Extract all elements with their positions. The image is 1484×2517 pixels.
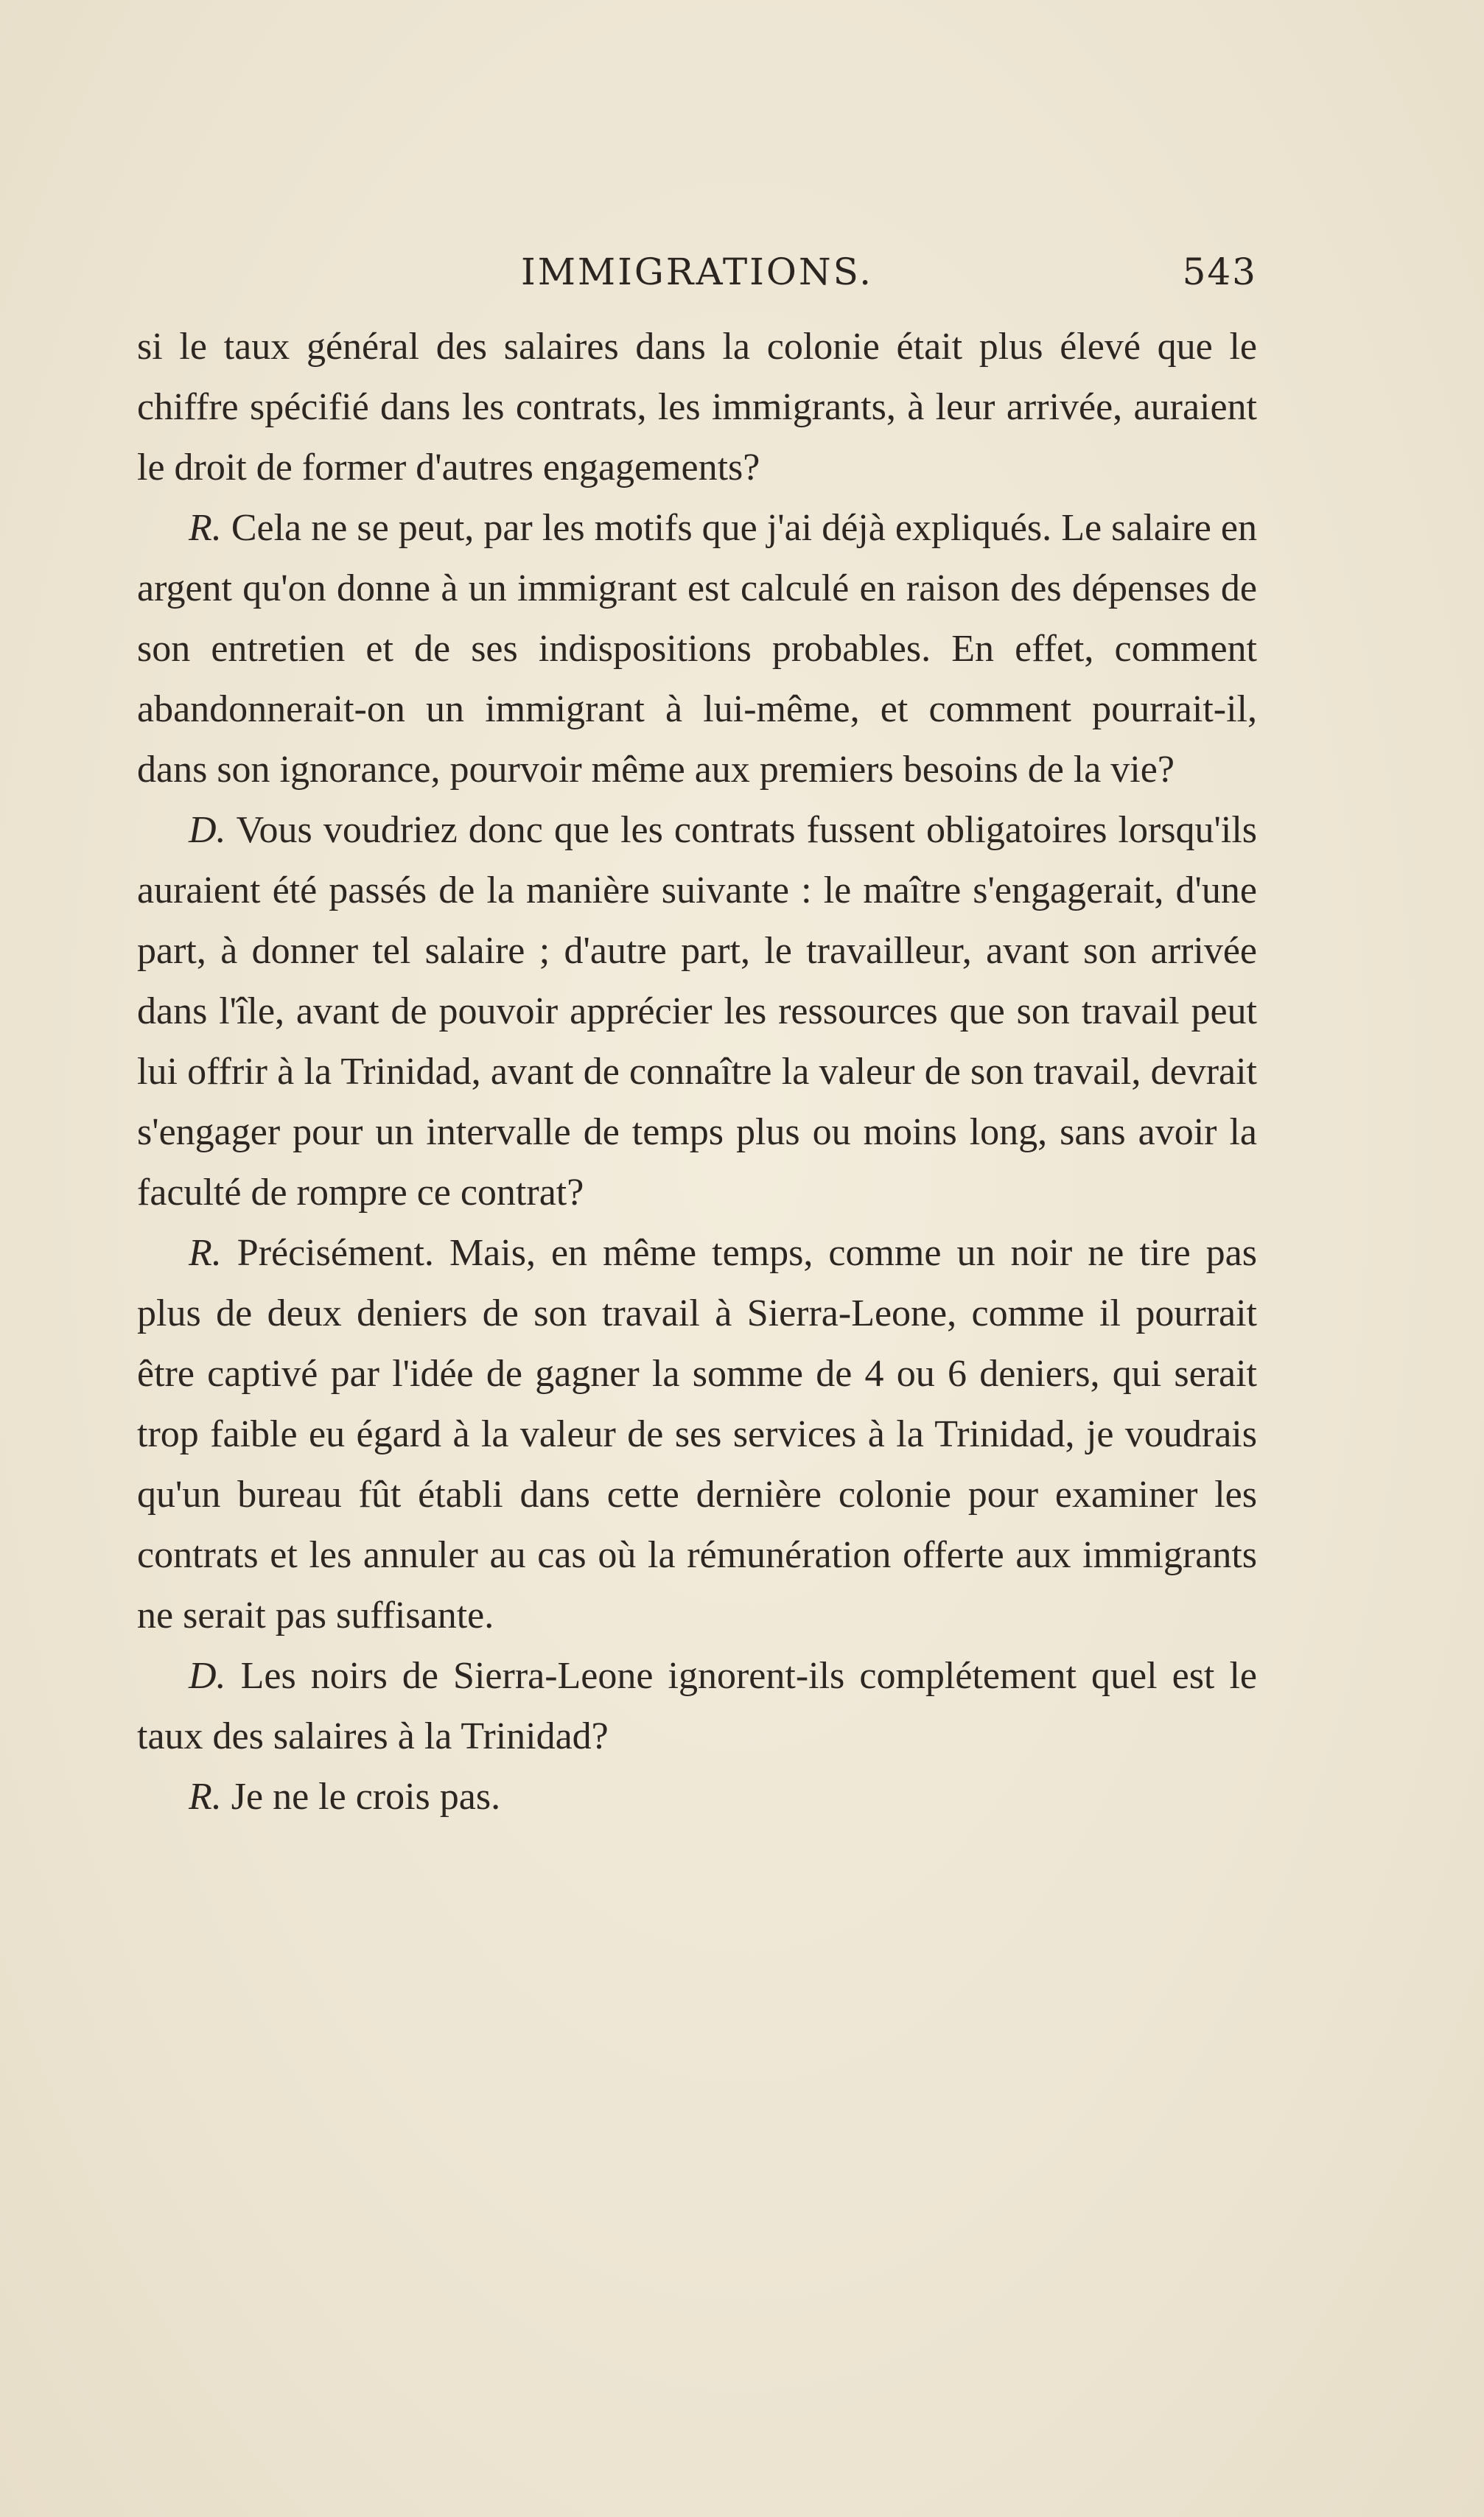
speaker-label: D. bbox=[189, 809, 226, 851]
paragraph-reponse bbox=[137, 1767, 1257, 1827]
paragraph-text: si le taux général des salaires dans la colonie était plus élevé que le chiffre spécifié dans les contrats, les immigrants, à leur arrivée, auraient le droit de former d'autres engagements? bbox=[137, 326, 1257, 489]
paragraph-continuation bbox=[137, 317, 1257, 498]
speaker-label: R. bbox=[189, 1232, 222, 1274]
speaker-label: R. bbox=[189, 507, 222, 549]
paragraph-demande bbox=[137, 800, 1257, 1223]
paragraph-demande bbox=[137, 1646, 1257, 1767]
speaker-label: D. bbox=[189, 1655, 226, 1697]
paragraph-reponse bbox=[137, 498, 1257, 800]
paragraph-text: Les noirs de Sierra-Leone ignorent-ils complétement quel est le taux des salaires à la Trinidad? bbox=[137, 1655, 1257, 1757]
speaker-label: R. bbox=[189, 1776, 222, 1818]
running-title: IMMIGRATIONS. bbox=[520, 251, 874, 293]
paragraph-text: Cela ne se peut, par les motifs que j'ai déjà expliqués. Le salaire en argent qu'on donne à un immigrant est calculé en raison des dépenses de son entretien et de ses indispositions probables. En effet, comment abandonnerait-on un immigrant à lui-même, et comment pourrait-il, dans son ignorance, pourvoir même aux premiers besoins de la vie? bbox=[137, 507, 1257, 791]
page-header bbox=[137, 251, 1257, 309]
paragraph-text: Vous voudriez donc que les contrats fussent obligatoires lorsqu'ils auraient été passés de la manière suivante : le maître s'engagerait, d'une part, à donner tel salaire ; d'autre part, le travailleur, avant son arrivée dans l'île, avant de pouvoir apprécier les ressources que son travail peut lui offrir à la Trinidad, avant de connaître la valeur de son travail, devrait s'engager pour un intervalle de temps plus ou moins long, sans avoir la faculté de rompre ce contrat? bbox=[137, 809, 1257, 1214]
paragraph-reponse bbox=[137, 1223, 1257, 1646]
page-number: 543 bbox=[1182, 251, 1257, 293]
body-text bbox=[137, 317, 1257, 1827]
paragraph-text: Je ne le crois pas. bbox=[221, 1776, 501, 1818]
paragraph-text: Précisément. Mais, en même temps, comme un noir ne tire pas plus de deux deniers de son travail à Sierra-Leone, comme il pourrait être captivé par l'idée de gagner la somme de 4 ou 6 deniers, qui serait trop faible eu égard à la valeur de ses services à la Trinidad, je voudrais qu'un bureau fût établi dans cette dernière colonie pour examiner les contrats et les annuler au cas où la rémunération offerte aux immigrants ne serait pas suffisante. bbox=[137, 1232, 1257, 1636]
